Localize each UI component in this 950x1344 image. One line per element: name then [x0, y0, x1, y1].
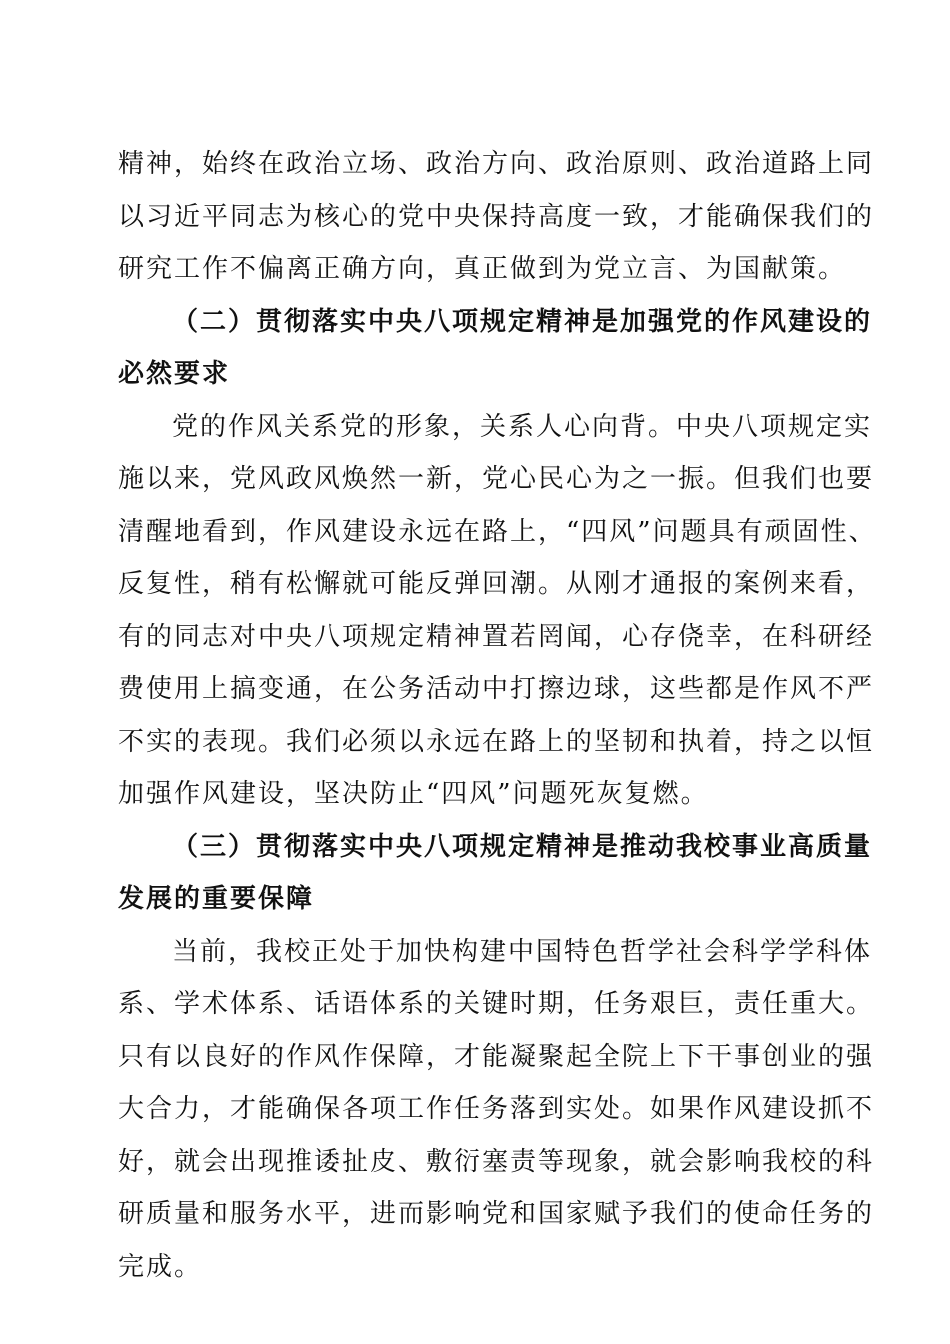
- paragraph-first-line: 当前，我校正处于加快构建中国特色哲学社会科学学科体: [172, 936, 873, 967]
- text-line: 大合力，才能确保各项工作任务落到实处。如果作风建设抓不: [118, 1094, 875, 1124]
- text-line: 精神，始终在政治立场、政治方向、政治原则、政治道路上同: [118, 149, 875, 179]
- text-line: 研质量和服务水平，进而影响党和国家赋予我们的使命任务的: [118, 1199, 875, 1229]
- text-line: 有的同志对中央八项规定精神置若罔闻，心存侥幸，在科研经: [118, 621, 875, 652]
- document-body: [118, 138, 877, 1293]
- section-heading-continued: 发展的重要保障: [118, 884, 315, 914]
- section-heading-continued: 必然要求: [118, 359, 231, 389]
- text-line: 不实的表现。我们必须以永远在路上的坚韧和执着，持之以恒: [118, 726, 875, 757]
- section-heading: （三）贯彻落实中央八项规定精神是推动我校事业高质量: [172, 831, 873, 862]
- text-line: 以习近平同志为核心的党中央保持高度一致，才能确保我们的: [118, 201, 875, 232]
- text-line: 清醒地看到，作风建设永远在路上，“四风”问题具有顽固性、: [118, 516, 877, 547]
- text-line: 费使用上搞变通，在公务活动中打擦边球，这些都是作风不严: [118, 674, 875, 704]
- text-line: 系、学术体系、话语体系的关键时期，任务艰巨，责任重大。: [118, 989, 875, 1019]
- text-line: 反复性，稍有松懈就可能反弹回潮。从刚才通报的案例来看，: [118, 569, 875, 599]
- section-heading: （二）贯彻落实中央八项规定精神是加强党的作风建设的: [172, 306, 873, 337]
- paragraph-first-line: 党的作风关系党的形象，关系人心向背。中央八项规定实: [172, 411, 873, 442]
- text-line: 研究工作不偏离正确方向，真正做到为党立言、为国献策。: [118, 254, 847, 284]
- text-line: 施以来，党风政风焕然一新，党心民心为之一振。但我们也要: [118, 464, 875, 494]
- text-line: 好，就会出现推诿扯皮、敷衍塞责等现象，就会影响我校的科: [118, 1146, 875, 1177]
- text-line: 完成。: [118, 1251, 203, 1282]
- text-line: 只有以良好的作风作保障，才能凝聚起全院上下干事创业的强: [118, 1041, 875, 1072]
- text-line: 加强作风建设，坚决防止“四风”问题死灰复燃。: [118, 779, 709, 809]
